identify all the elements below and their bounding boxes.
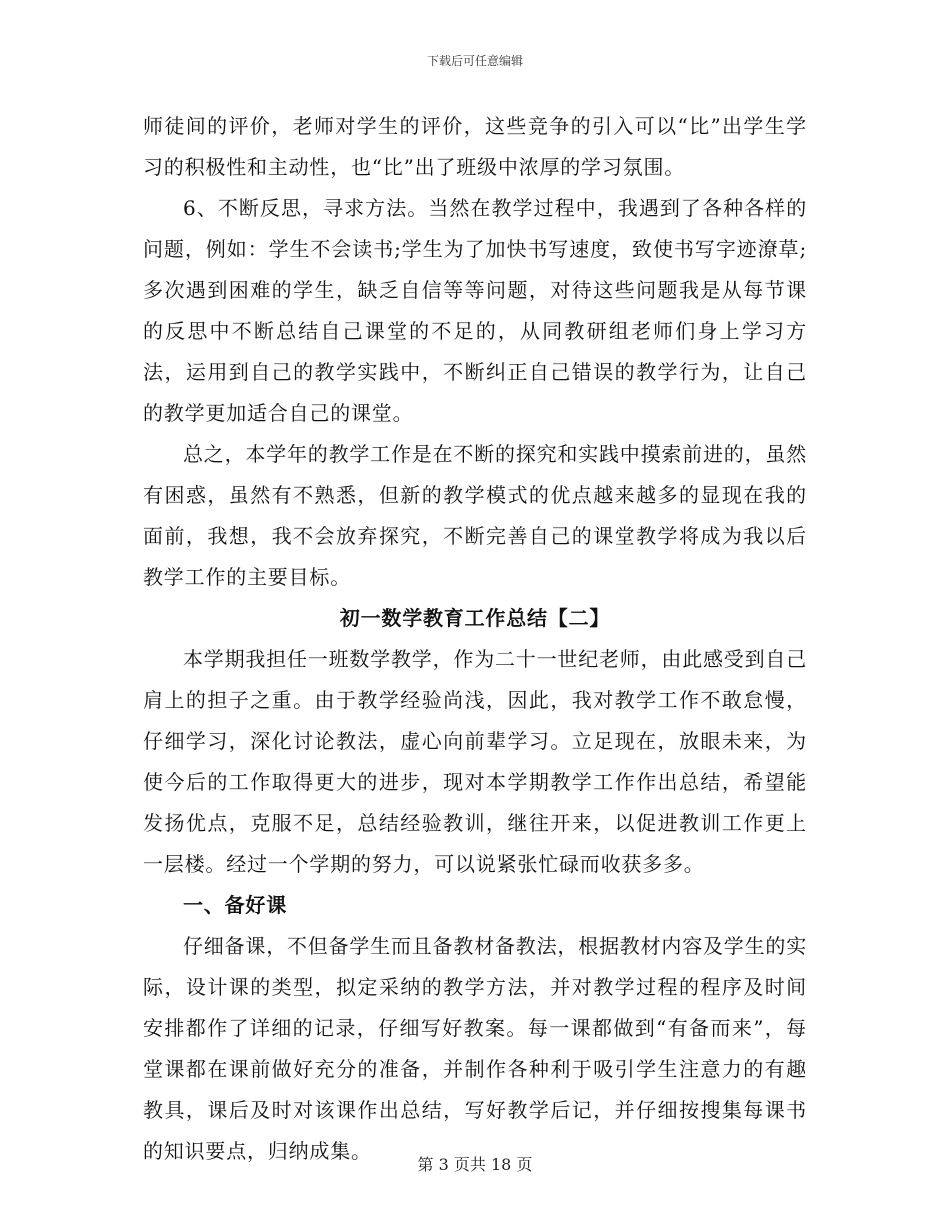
paragraph-reflection: 6、不断反思，寻求方法。当然在教学过程中，我遇到了各种各样的问题，例如：学生不会读书;学生为了加快书写速度，致使书写字迹潦草;多次遇到困难的学生，缺乏自信等等问题，对待这些问题我是从每节课的反思中不断总结自己课堂的不足的，从同教研组老师们身上学习方法，运用到自己的教学实践中，不断纠正自己错误的教学行为，让自己的教学更加适合自己的课堂。 xyxy=(143,196,807,425)
section-title: 初一数学教育工作总结【二】 xyxy=(339,606,611,630)
document-body xyxy=(143,106,807,1172)
paragraph-prepare-lessons: 仔细备课，不但备学生而且备教材备教法，根据教材内容及学生的实际，设计课的类型，拟定采纳的教学方法，并对教学过程的程序及时间安排都作了详细的记录，仔细写好教案。每一课都做到“有备而来”，每堂课都在课前做好充分的准备，并制作各种利于吸引学生注意力的有趣教具，课后及时对该课作出总结，写好教学后记，并仔细按搜集每课书的知识要点，归纳成集。 xyxy=(143,934,807,1163)
paragraph-continued: 师徒间的评价，老师对学生的评价，这些竞争的引入可以“比”出学生学习的积极性和主动性，也“比”出了班级中浓厚的学习氛围。 xyxy=(143,114,807,179)
paragraph-conclusion: 总之，本学年的教学工作是在不断的探究和实践中摸索前进的，虽然有困惑，虽然有不熟悉，但新的教学模式的优点越来越多的显现在我的面前，我想，我不会放弃探究，不断完善自己的课堂教学将成为我以后教学工作的主要目标。 xyxy=(143,442,807,589)
subheading-prepare-lessons: 一、备好课 xyxy=(183,893,287,917)
paragraph-intro: 本学期我担任一班数学教学，作为二十一世纪老师，由此感受到自己肩上的担子之重。由于教学经验尚浅，因此，我对教学工作不敢怠慢，仔细学习，深化讨论教法，虚心向前辈学习。立足现在，放眼未来，为使今后的工作取得更大的进步，现对本学期教学工作作出总结，希望能发扬优点，克服不足，总结经验教训，继往开来，以促进教训工作更上一层楼。经过一个学期的努力，可以说紧张忙碌而收获多多。 xyxy=(143,647,807,876)
page-footer-number: 第 3 页共 18 页 xyxy=(417,1155,533,1174)
page-header-note: 下载后可任意编辑 xyxy=(426,54,523,68)
